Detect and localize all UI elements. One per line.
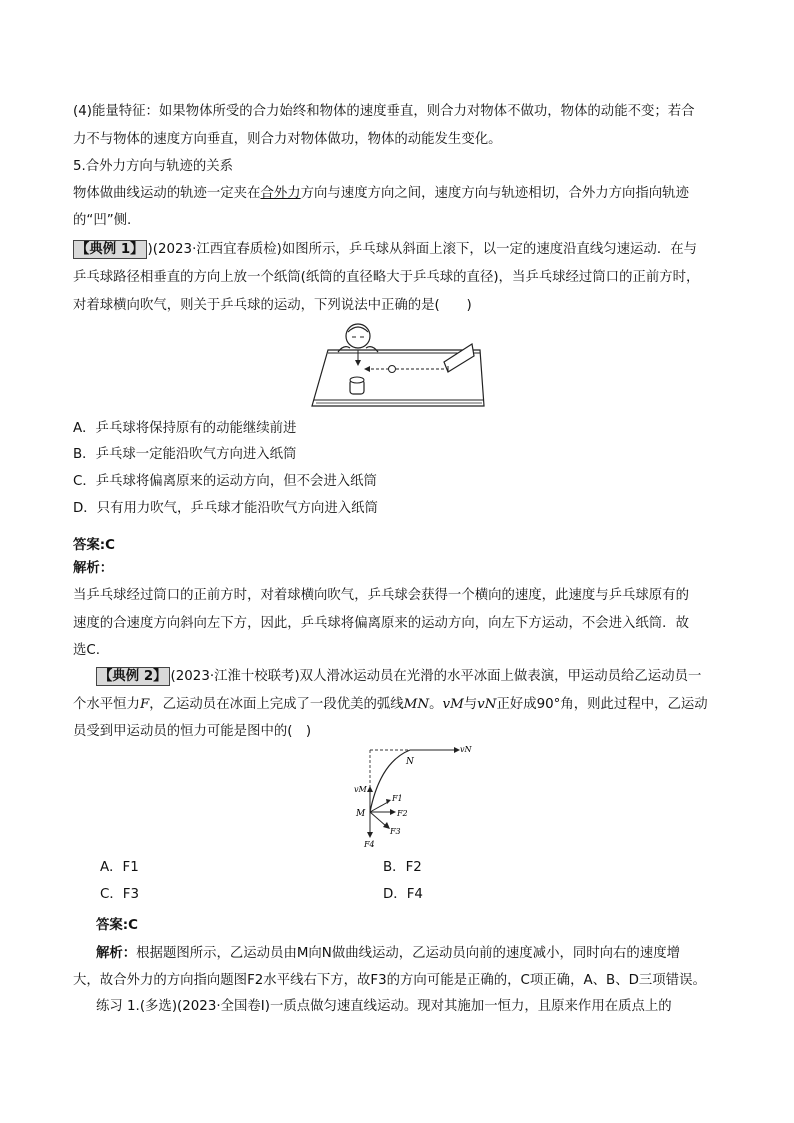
example2-answer: 答案:C [96,918,138,933]
example1-option-d: D．只有用力吹气，乒乓球才能沿吹气方向进入纸筒 [73,501,378,516]
velocity-n-symbol: vN [477,697,497,712]
example1-option-a: A．乒乓球将保持原有的动能继续前进 [73,421,297,436]
example1-option-c: C．乒乓球将偏离原来的运动方向，但不会进入纸筒 [73,474,377,489]
example1-line-1 [73,240,732,260]
example2-option-c: C．F3 [100,887,139,902]
example1-answer: 答案:C [73,538,115,553]
text-span: ，乙运动员在冰面上完成了一段优美的弧线 [149,697,404,712]
f4-label: F4 [364,840,375,849]
example1-line-3: 对着球横向吹气，则关于乒乓球的运动，下列说法中正确的是( ) [73,298,472,313]
example2-line-1 [96,667,732,687]
arc-symbol: MN [403,697,430,712]
intro-line-1: (4)能量特征：如果物体所受的合力始终和物体的速度垂直，则合力对物体不做功，物体的动能不变；若合 [73,104,695,119]
example1-analysis-line-3: 选C. [73,643,100,658]
vm-label: vM [354,785,367,794]
n-label: N [406,757,414,767]
example2-option-b: B．F2 [383,860,422,875]
section-heading: 5.合外力方向与轨迹的关系 [73,159,234,174]
velocity-m-symbol: vM [442,697,464,712]
example1-line-2: 乒乓球路径相垂直的方向上放一个纸筒(纸筒的直径略大于乒乓球的直径)，当乒乓球经过筒口的正前方时， [73,270,700,285]
analysis-label: 解析： [96,946,137,961]
example1-badge: 【典例 1】 [73,240,147,259]
f2-label: F2 [397,809,408,818]
text-span: 物体做曲线运动的轨迹一定夹在 [73,186,261,201]
exercise1-line-1: 练习 1.(多选)(2023·全国卷Ⅰ)一质点做匀速直线运动。现对其施加一恒力，且原来作用在质点上的 [96,999,672,1014]
text-span: 与 [463,697,478,712]
vn-label: vN [460,745,472,754]
text-span: 方向与速度方向之间，速度方向与轨迹相切，合外力方向指向轨迹 [300,186,689,201]
example1-analysis-line-1: 当乒乓球经过筒口的正前方时，对着球横向吹气，乒乓球会获得一个横向的速度，此速度与乒乓球原有的 [73,588,689,603]
text-span: 正好成90°角，则此过程中，乙运动 [496,697,708,712]
example2-option-d: D．F4 [383,887,423,902]
force-figure [350,742,480,852]
example2-analysis-line-2: 大，故合外力的方向指向题图F2水平线右下方，故F3的方向可能是正确的，C项正确，A、B、D三项错误。 [73,973,706,988]
pingpong-figure [308,322,492,408]
f3-label: F3 [390,827,401,836]
example1-analysis-label: 解析： [73,561,114,576]
text-span: )(2023·江西宜春质检)如图所示，乒乓球从斜面上滚下，以一定的速度沿直线匀速运动．在与 [147,242,698,257]
text-span: (2023·江淮十校联考)双人滑冰运动员在光滑的水平冰面上做表演，甲运动员给乙运动员一 [170,669,702,684]
example2-option-a: A．F1 [100,860,139,875]
example1-option-b: B．乒乓球一定能沿吹气方向进入纸筒 [73,447,297,462]
example2-line-3: 员受到甲运动员的恒力可能是图中的( ) [73,724,312,739]
text-span: 个水平恒力 [73,697,140,712]
example1-analysis-line-2: 速度的合速度方向斜向左下方，因此，乒乓球将偏离原来的运动方向，向左下方运动，不会进入纸筒．故 [73,616,689,631]
force-symbol: F [139,697,150,712]
intro-line-2: 力不与物体的速度方向垂直，则合力对物体做功，物体的动能发生变化。 [73,132,502,147]
example2-line-2 [73,695,732,715]
intro-para-2 [73,184,732,204]
m-label: M [356,809,366,819]
intro-para-2-line-2: 的“凹”侧. [73,213,132,228]
example2-analysis-line-1 [96,944,732,964]
f1-label: F1 [392,794,403,803]
underlined-term: 合外力 [260,186,301,201]
text-span: 根据题图所示，乙运动员由M向N做曲线运动，乙运动员向前的速度减小，同时向右的速度增 [136,946,680,961]
example2-badge: 【典例 2】 [96,667,170,686]
text-span: 。 [429,697,443,712]
